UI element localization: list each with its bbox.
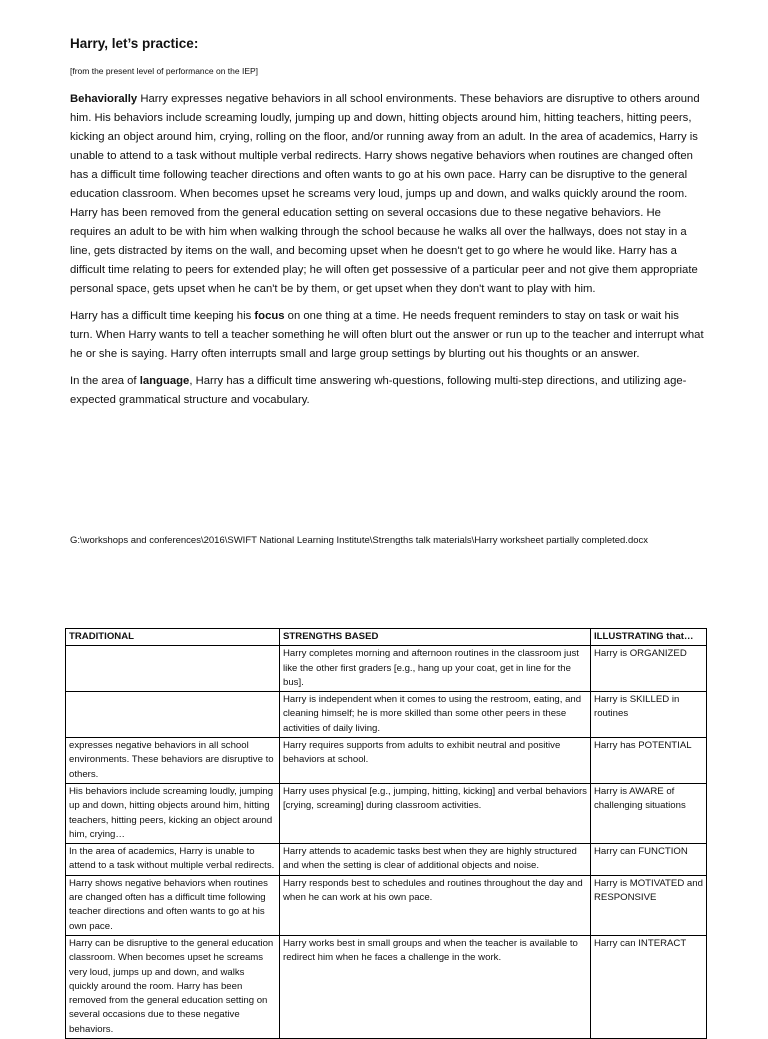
iep-narrative (70, 90, 704, 418)
page-title: Harry, let’s practice: (70, 36, 199, 51)
source-note: [from the present level of performance on the IEP] (70, 66, 259, 76)
table-row (66, 875, 707, 935)
strengths-cell: Harry completes morning and afternoon routines in the classroom just like the other first graders [e.g., hang up your coat, get in line for the bus]. (280, 646, 591, 692)
paragraph-behavior (70, 90, 704, 299)
focus-pre: Harry has a difficult time keeping his (70, 310, 255, 322)
illustrating-cell: Harry is MOTIVATED and RESPONSIVE (591, 875, 707, 935)
traditional-cell: expresses negative behaviors in all school environments. These behaviors are disruptive to others. (66, 738, 280, 784)
paragraph-focus (70, 307, 704, 364)
strengths-cell: Harry responds best to schedules and routines throughout the day and when he can work at his own pace. (280, 875, 591, 935)
table-row (66, 692, 707, 738)
table-header-row (66, 629, 707, 646)
table-row (66, 738, 707, 784)
illustrating-cell: Harry is ORGANIZED (591, 646, 707, 692)
language-pre: In the area of (70, 375, 140, 387)
traditional-cell (66, 692, 280, 738)
table-row (66, 935, 707, 1038)
illustrating-cell: Harry can FUNCTION (591, 844, 707, 876)
strengths-cell: Harry attends to academic tasks best when they are highly structured and when the setting is clear of additional objects and noise. (280, 844, 591, 876)
traditional-cell: Harry can be disruptive to the general education classroom. When becomes upset he screams very loud, jumps up and down, and walks quickly around the room. Harry has been removed from the general education setting on several occasions due to these negative behaviors. (66, 935, 280, 1038)
strengths-cell: Harry uses physical [e.g., jumping, hitting, kicking] and verbal behaviors [crying, screaming] during classroom activities. (280, 783, 591, 843)
traditional-cell: In the area of academics, Harry is unable to attend to a task without multiple verbal redirects. (66, 844, 280, 876)
paragraph-language (70, 372, 704, 410)
strengths-table (65, 628, 707, 1039)
illustrating-cell: Harry can INTERACT (591, 935, 707, 1038)
header-traditional: TRADITIONAL (66, 629, 280, 646)
table-row (66, 844, 707, 876)
header-illustrating: ILLUSTRATING that… (591, 629, 707, 646)
file-path: G:\workshops and conferences\2016\SWIFT National Learning Institute\Strengths talk materials\Harry worksheet partially completed.docx (70, 535, 649, 546)
table-row (66, 646, 707, 692)
language-post: , Harry has a difficult time answering wh-questions, following multi-step directions, and utilizing age-expected grammatical structure and vocabulary. (70, 375, 687, 406)
behavior-text: Harry expresses negative behaviors in all school environments. These behaviors are disruptive to others around him. His behaviors include screaming loudly, jumping up and down, hitting objects around him, hitting teachers, hitting peers, kicking an object around him, crying, rolling on the floor, and/or running away from an adult. In the area of academics, Harry is unable to attend to a task without multiple verbal redirects. Harry shows negative behaviors when routines are changed often has a difficult time following teacher directions and often wants to go at his own pace. Harry can be disruptive to the general education classroom. When becomes upset he screams very loud, jumps up and down, and walks quickly around the room. Harry has been removed from the general education setting on several occasions due to these negative behaviors. He requires an adult to be with him when walking through the school because he walks all over the hallways, does not stay in a line, gets distracted by items on the wall, and becoming upset when he doesn't get to go where he would like. Harry has a difficult time relating to peers for extended play; he will often get possessive of a particular peer and not give them appropriate personal space, gets upset when he can't be by them, or get upset when they don't want to play with him. (70, 93, 700, 295)
strengths-cell: Harry requires supports from adults to exhibit neutral and positive behaviors at school. (280, 738, 591, 784)
illustrating-cell: Harry has POTENTIAL (591, 738, 707, 784)
traditional-cell: Harry shows negative behaviors when routines are changed often has a difficult time following teacher directions and often wants to go at his own pace. (66, 875, 280, 935)
illustrating-cell: Harry is AWARE of challenging situations (591, 783, 707, 843)
illustrating-cell: Harry is SKILLED in routines (591, 692, 707, 738)
focus-post: on one thing at a time. He needs frequent reminders to stay on task or wait his turn. When Harry wants to tell a teacher something he will often blurt out the answer or run up to the teacher and interrupt what he or she is saying. Harry often interrupts small and large group settings by blurting out his thoughts or an answer. (70, 310, 704, 360)
focus-bold: focus (254, 310, 285, 322)
language-bold: language (139, 375, 190, 387)
behavior-lead: Behaviorally (70, 93, 138, 105)
traditional-cell (66, 646, 280, 692)
strengths-cell: Harry is independent when it comes to using the restroom, eating, and cleaning himself; he is more skilled than some other peers in these activities of daily living. (280, 692, 591, 738)
strengths-cell: Harry works best in small groups and when the teacher is available to redirect him when he faces a challenge in the work. (280, 935, 591, 1038)
traditional-cell: His behaviors include screaming loudly, jumping up and down, hitting objects around him, hitting teachers, hitting peers, kicking an object around him, crying… (66, 783, 280, 843)
header-strengths-based: STRENGTHS BASED (280, 629, 591, 646)
table-row (66, 783, 707, 843)
